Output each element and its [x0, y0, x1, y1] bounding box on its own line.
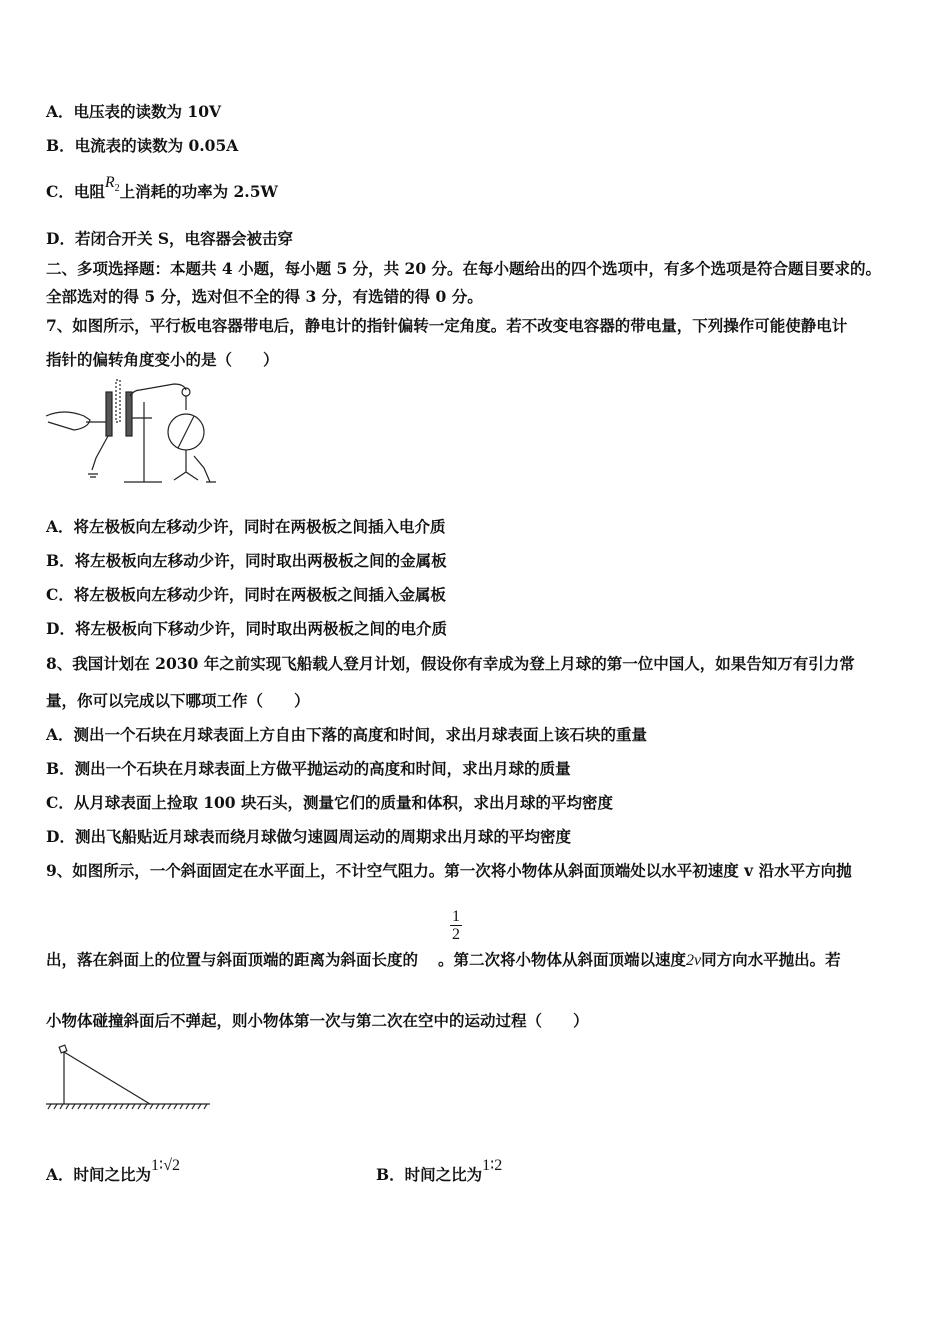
r-letter: R: [104, 174, 115, 191]
q9-stem-3: 小物体碰撞斜面后不弹起，则小物体第一次与第二次在空中的运动过程（ ）: [46, 1011, 589, 1030]
section-scoring: 全部选对的得 5 分，选对但不全的得 3 分，有选错的得 0 分。: [46, 287, 483, 306]
q7-option-c: C．将左极板向左移动少许，同时在两极板之间插入金属板: [46, 585, 446, 604]
q9-stem-2-mid: 。第二次将小物体从斜面顶端以速度: [438, 950, 687, 969]
fraction-numerator: 1: [452, 908, 460, 925]
q8-option-a: A．测出一个石块在月球表面上方自由下落的高度和时间，求出月球表面上该石块的重量: [46, 725, 648, 744]
option-a: A．电压表的读数为 10V: [46, 102, 222, 121]
q9-stem-2: [46, 950, 841, 971]
speed-2v: 2v: [686, 952, 702, 969]
q9-stem-2-post: 同方向水平抛出。若: [701, 950, 841, 969]
q8-option-d: D．测出飞船贴近月球表而绕月球做匀速圆周运动的周期求出月球的平均密度: [46, 827, 571, 846]
q7-stem-1: 7、如图所示，平行板电容器带电后，静电计的指针偏转一定角度。若不改变电容器的带电量，下列操作可能使静电计: [46, 316, 848, 335]
r2-symbol: [104, 174, 120, 195]
option-c-post: 上消耗的功率为 2.5W: [119, 182, 278, 201]
q7-stem-2: 指针的偏转角度变小的是（ ）: [46, 350, 279, 369]
option-c-pre: C．电阻: [46, 182, 105, 201]
q8-option-c: C．从月球表面上捡取 100 块石头，测量它们的质量和体积，求出月球的平均密度: [46, 793, 613, 812]
q9-stem-2-pre: 出，落在斜面上的位置与斜面顶端的距离为斜面长度的: [46, 950, 419, 969]
q8-stem-1: 8、我国计划在 2030 年之前实现飞船载人登月计划，假设你有幸成为登上月球的第一位中国人，如果告知万有引力常: [46, 654, 855, 673]
q7-option-a: A．将左极板向左移动少许，同时在两极板之间插入电介质: [46, 517, 446, 536]
q8-stem-2: 量，你可以完成以下哪项工作（ ）: [46, 691, 310, 710]
q9-option-a: [46, 1157, 180, 1186]
option-c: [46, 174, 278, 209]
q9-option-b-label: B．时间之比为: [376, 1165, 483, 1184]
q9-stem-1: 9、如图所示，一个斜面固定在水平面上，不计空气阻力。第一次将小物体从斜面顶端处以水平初速度 v 沿水平方向抛: [46, 861, 852, 880]
fraction-denominator: 2: [452, 926, 460, 943]
q8-option-b: B．测出一个石块在月球表面上方做平抛运动的高度和时间，求出月球的质量: [46, 759, 571, 778]
r-subscript: 2: [114, 183, 120, 195]
option-d: D．若闭合开关 S，电容器会被击穿: [46, 229, 294, 248]
q9-option-a-label: A．时间之比为: [46, 1165, 152, 1184]
q7-option-d: D．将左极板向下移动少许，同时取出两极板之间的电介质: [46, 619, 447, 638]
incline-figure: [44, 1042, 214, 1112]
section-heading: 二、多项选择题：本题共 4 小题，每小题 5 分，共 20 分。在每小题给出的四个选项中，有多个选项是符合题目要求的。: [46, 259, 882, 278]
capacitor-electrometer-figure: [44, 378, 224, 486]
q9-option-b: [376, 1157, 503, 1186]
q9-option-a-ratio: 1∶√2: [151, 1157, 180, 1174]
q7-option-b: B．将左极板向左移动少许，同时取出两极板之间的金属板: [46, 551, 447, 570]
fraction-one-half: [450, 908, 462, 943]
option-b: B．电流表的读数为 0.05A: [46, 136, 239, 155]
q9-option-b-ratio: 1∶2: [482, 1157, 503, 1174]
